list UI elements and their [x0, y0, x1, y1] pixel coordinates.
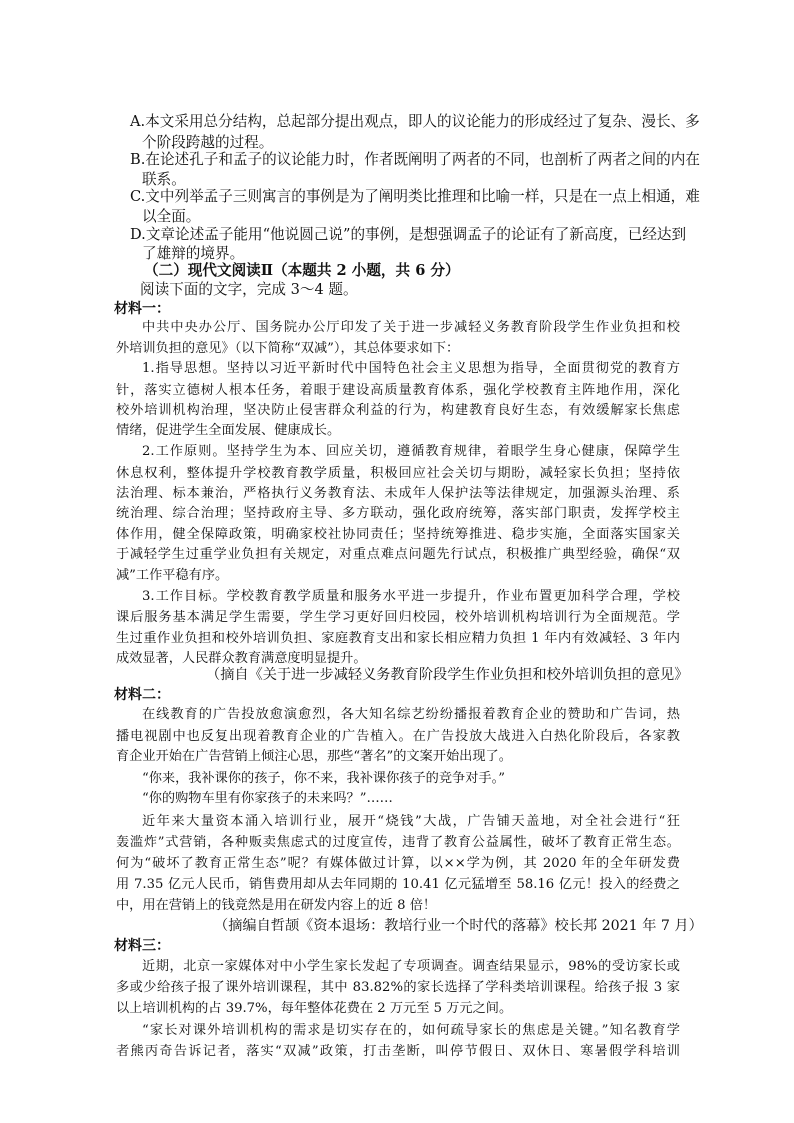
material-2-line: 在线教育的广告投放愈演愈烈，各大知名综艺纷纷播报着教育企业的赞助和广告词，热 — [142, 707, 680, 722]
option-a-line-2: 个阶段跨越的过程。 — [142, 134, 274, 151]
material-2-line: 育企业开始在广告营销上倾注心思，那些“著名”的文案开始出现了。 — [116, 749, 512, 764]
material-1-line: 中共中央办公厅、国务院办公厅印发了关于进一步减轻义务教育阶段学生作业负担和校 — [142, 320, 680, 335]
material-2-line: 用 7.35 亿元人民币，销售费用却从去年同期的 10.41 亿元猛增至 58.16 亿元！投入的经费之 — [116, 877, 680, 892]
option-b-line-2: 联系。 — [142, 171, 186, 188]
material-3-line: 以上培训机构的占 39.7%，每年整体花费在 2 万元至 5 万元之间。 — [116, 1001, 513, 1016]
material-1-line: 情绪，促进学生全面发展、健康成长。 — [116, 423, 341, 438]
material-2-line: 轰滥炸”式营销，各种贩卖焦虑式的过度宣传，违背了教育公益属性，破坏了教育正常生态。 — [116, 835, 680, 850]
material-1-line: 法治理、标本兼治，严格执行义务教育法、未成年人保护法等法律规定，加强源头治理、系 — [116, 486, 680, 501]
material-1-line: 体作用，健全保障政策，明确家校社协同责任；坚持统筹推进、稳步实施，全面落实国家关 — [116, 527, 680, 542]
material-1-line: 校外培训机构治理，坚决防止侵害群众利益的行为，构建教育良好生态，有效缓解家长焦虑 — [116, 403, 680, 418]
option-c-line-1: C.文中列举孟子三则寓言的事例是为了阐明类比推理和比喻一样，只是在一点上相通，难 — [130, 188, 700, 205]
option-a-line-1: A.本文采用总分结构，总起部分提出观点，即人的议论能力的形成经过了复杂、漫长、多 — [130, 113, 700, 130]
material-1-source: （摘自《关于进一步减轻义务教育阶段学生作业负担和校外培训负担的意见》 — [206, 667, 689, 683]
material-2-label: 材料二： — [114, 687, 170, 703]
material-3-line: 者熊丙奇告诉记者，落实“双减”政策，打击垄断，叫停节假日、双休日、寒暑假学科培训 — [116, 1044, 680, 1059]
material-1-line: 3.工作目标。学校教育教学质量和服务水平进一步提升，作业布置更加科学合理，学校 — [142, 589, 680, 604]
section-heading: （二）现代文阅读Ⅱ（本题共 2 小题，共 6 分） — [144, 262, 460, 279]
material-1-line: 1.指导思想。坚持以习近平新时代中国特色社会主义思想为指导，全面贯彻党的教育方 — [142, 361, 680, 376]
material-1-line: 外培训负担的意见》（以下简称“双减”），其总体要求如下： — [116, 341, 460, 356]
material-3-label: 材料三： — [114, 938, 170, 954]
material-2-line: 播电视剧中也反复出现着教育企业的广告植入。在广告投放大战进入白热化阶段后，各家教 — [116, 729, 680, 744]
option-d-line-1: D.文章论述孟子能用“他说圆己说”的事例，是想强调孟子的论证有了新高度，已经达到 — [130, 226, 687, 243]
material-1-line: 2.工作原则。坚持学生为本、回应关切，遵循教育规律，着眼学生身心健康，保障学生 — [142, 444, 680, 459]
material-3-line: “家长对课外培训机构的需求是切实存在的，如何疏导家长的焦虑是关键。”知名教育学 — [142, 1023, 680, 1038]
material-3-line: 近期，北京一家媒体对中小学生家长发起了专项调查。调查结果显示，98%的受访家长或 — [142, 959, 680, 974]
material-1-line: 针，落实立德树人根本任务，着眼于建设高质量教育体系，强化学校教育主阵地作用，深化 — [116, 383, 680, 398]
option-c-line-2: 以全面。 — [142, 208, 201, 225]
material-2-source: （摘编自哲颉《资本退场：教培行业一个时代的落幕》校长邦 2021 年 7 月） — [214, 918, 703, 934]
material-1-line: 于减轻学生过重学业负担有关规定，对重点难点问题先行试点，积极推广典型经验，确保“双 — [116, 547, 680, 562]
material-1-line: 统治理、综合治理；坚持政府主导、多方联动，强化政府统筹，落实部门职责，发挥学校主 — [116, 506, 680, 521]
material-1-line: 休息权利，整体提升学校教育教学质量，积极回应社会关切与期盼，减轻家长负担；坚持依 — [116, 466, 680, 481]
option-d-line-2: 了雄辩的境界。 — [142, 245, 245, 262]
material-1-line: 课后服务基本满足学生需要，学生学习更好回归校园，校外培训机构培训行为全面规范。学 — [116, 610, 680, 625]
material-1-label: 材料一： — [114, 301, 170, 317]
material-2-line: “你来，我补课你的孩子，你不来，我补课你孩子的竞争对手。” — [142, 771, 505, 786]
material-3-line: 多或少给孩子报了课外培训课程，其中 83.82%的家长选择了学科类培训课程。给孩子报 3 家 — [116, 980, 680, 995]
material-2-line: 中，用在营销上的钱竟然是用在研发内容上的近 8 倍！ — [116, 898, 437, 913]
material-1-line: 生过重作业负担和校外培训负担、家庭教育支出和家长相应精力负担 1 年内有效减轻、3 年内 — [116, 631, 680, 646]
material-2-line: “你的购物车里有你家孩子的未来吗？”…… — [142, 791, 393, 806]
section-instruction: 阅读下面的文字，完成 3～4 题。 — [140, 281, 358, 298]
material-1-line: 成效显著，人民群众教育满意度明显提升。 — [116, 651, 367, 666]
option-b-line-1: B.在论述孔子和孟子的议论能力时，作者既阐明了两者的不同，也剖析了两者之间的内在 — [130, 151, 700, 168]
material-2-line: 何为“破坏了教育正常生态”呢？有媒体做过计算，以××学为例，其 2020 年的全年研发费 — [116, 856, 680, 871]
material-2-line: 近年来大量资本涌入培训行业，展开“烧钱”大战，广告铺天盖地，对全社会进行“狂 — [142, 814, 680, 829]
material-1-line: 减”工作平稳有序。 — [116, 568, 229, 583]
